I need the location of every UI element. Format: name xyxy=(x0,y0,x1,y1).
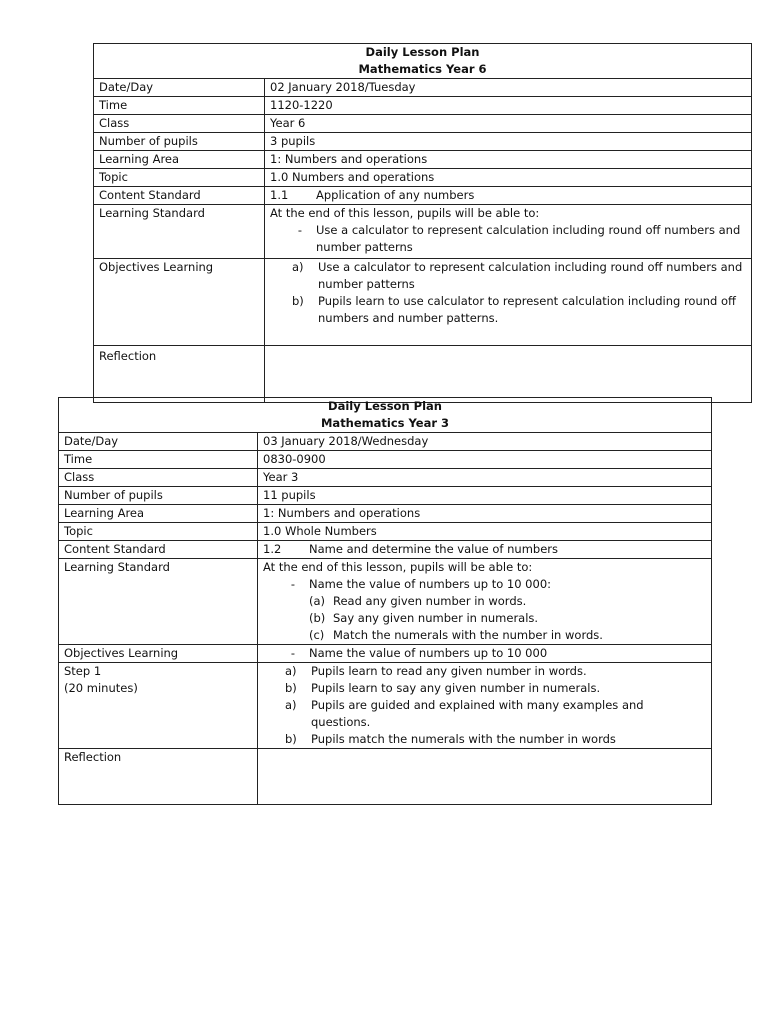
subitem-marker: (b) xyxy=(309,611,326,625)
row-topic xyxy=(59,523,712,541)
objective-text: Use a calculator to represent calculation including round off numbers and number patterns xyxy=(318,260,743,291)
time-label: Time xyxy=(59,451,258,469)
row-step xyxy=(59,663,712,749)
row-content-standard xyxy=(94,187,752,205)
step-duration: (20 minutes) xyxy=(64,681,138,695)
time-value: 1120-1220 xyxy=(265,97,752,115)
step-text: Pupils learn to read any given number in words. xyxy=(311,664,587,678)
row-objectives xyxy=(94,259,752,346)
objective-item xyxy=(270,259,746,293)
plan-subtitle: Mathematics Year 6 xyxy=(358,62,487,76)
learning-standard-subitem xyxy=(263,610,706,627)
plan-header xyxy=(59,398,712,433)
row-class xyxy=(94,115,752,133)
row-topic xyxy=(94,169,752,187)
time-label: Time xyxy=(94,97,265,115)
step-marker: a) xyxy=(285,698,297,712)
step-item xyxy=(263,680,706,697)
reflection-label: Reflection xyxy=(59,749,258,805)
content-standard-value-cell xyxy=(265,187,752,205)
row-content-standard xyxy=(59,541,712,559)
step-cell xyxy=(258,663,712,749)
step-marker: b) xyxy=(285,681,297,695)
learning-area-value: 1: Numbers and operations xyxy=(265,151,752,169)
pupils-value: 11 pupils xyxy=(258,487,712,505)
reflection-label: Reflection xyxy=(94,346,265,403)
content-standard-number: 1.2 xyxy=(263,542,282,556)
topic-value: 1.0 Whole Numbers xyxy=(258,523,712,541)
pupils-label: Number of pupils xyxy=(94,133,265,151)
lesson-plan-year-3 xyxy=(58,397,712,805)
topic-label: Topic xyxy=(59,523,258,541)
learning-standard-subitem xyxy=(263,627,706,644)
objectives-cell xyxy=(258,645,712,663)
plan-header xyxy=(94,44,752,79)
objective-marker: a) xyxy=(292,260,304,274)
learning-standard-intro: At the end of this lesson, pupils will be able to: xyxy=(263,560,533,574)
step-item xyxy=(263,663,706,680)
class-label: Class xyxy=(59,469,258,487)
subitem-marker: (c) xyxy=(309,628,325,642)
row-reflection xyxy=(94,346,752,403)
subitem-text: Say any given number in numerals. xyxy=(333,611,539,625)
plan-title: Daily Lesson Plan xyxy=(328,399,442,413)
step-text: Pupils match the numerals with the number in words xyxy=(311,732,616,746)
learning-standard-text: Name the value of numbers up to 10 000: xyxy=(309,577,552,591)
row-time xyxy=(59,451,712,469)
class-value: Year 6 xyxy=(265,115,752,133)
pupils-value: 3 pupils xyxy=(265,133,752,151)
step-text: Pupils learn to say any given number in numerals. xyxy=(311,681,601,695)
step-label: Step 1 xyxy=(64,664,102,678)
objectives-cell xyxy=(265,259,752,346)
learning-standard-text: Use a calculator to represent calculation including round off numbers and number patterns xyxy=(316,223,741,254)
time-value: 0830-0900 xyxy=(258,451,712,469)
content-standard-value: Name and determine the value of numbers xyxy=(309,542,558,556)
class-value: Year 3 xyxy=(258,469,712,487)
learning-standard-cell xyxy=(265,205,752,259)
dash-marker: - xyxy=(297,223,303,237)
lesson-plan-year-6 xyxy=(93,43,752,403)
row-learning-standard xyxy=(59,559,712,645)
objectives-label: Objectives Learning xyxy=(59,645,258,663)
learning-area-value: 1: Numbers and operations xyxy=(258,505,712,523)
content-standard-label: Content Standard xyxy=(59,541,258,559)
step-label-cell xyxy=(59,663,258,749)
row-pupils xyxy=(59,487,712,505)
objectives-label: Objectives Learning xyxy=(94,259,265,346)
learning-standard-label: Learning Standard xyxy=(94,205,265,259)
topic-value: 1.0 Numbers and operations xyxy=(265,169,752,187)
content-standard-value: Application of any numbers xyxy=(316,188,475,202)
step-marker: b) xyxy=(285,732,297,746)
content-standard-label: Content Standard xyxy=(94,187,265,205)
step-item xyxy=(263,697,706,731)
row-pupils xyxy=(94,133,752,151)
learning-standard-subitem xyxy=(263,593,706,610)
pupils-label: Number of pupils xyxy=(59,487,258,505)
step-marker: a) xyxy=(285,664,297,678)
dash-marker: - xyxy=(290,577,296,591)
learning-area-label: Learning Area xyxy=(94,151,265,169)
row-learning-area xyxy=(94,151,752,169)
dash-marker: - xyxy=(290,646,296,660)
objective-item xyxy=(270,293,746,327)
step-item xyxy=(263,731,706,748)
learning-standard-cell xyxy=(258,559,712,645)
step-text: Pupils are guided and explained with many examples and questions. xyxy=(311,698,644,729)
learning-standard-item xyxy=(263,576,706,593)
topic-label: Topic xyxy=(94,169,265,187)
objective-item xyxy=(263,645,706,662)
subitem-marker: (a) xyxy=(309,594,326,608)
class-label: Class xyxy=(94,115,265,133)
objective-text: Pupils learn to use calculator to represent calculation including round off numbers and number patterns. xyxy=(318,294,736,325)
objective-marker: b) xyxy=(292,294,304,308)
row-reflection xyxy=(59,749,712,805)
date-value: 03 January 2018/Wednesday xyxy=(258,433,712,451)
learning-standard-item xyxy=(270,222,746,256)
row-learning-area xyxy=(59,505,712,523)
date-label: Date/Day xyxy=(59,433,258,451)
date-label: Date/Day xyxy=(94,79,265,97)
learning-standard-label: Learning Standard xyxy=(59,559,258,645)
row-learning-standard xyxy=(94,205,752,259)
content-standard-value-cell xyxy=(258,541,712,559)
learning-area-label: Learning Area xyxy=(59,505,258,523)
objective-text: Name the value of numbers up to 10 000 xyxy=(309,646,548,660)
row-objectives xyxy=(59,645,712,663)
date-value: 02 January 2018/Tuesday xyxy=(265,79,752,97)
plan-title: Daily Lesson Plan xyxy=(365,45,480,59)
row-time xyxy=(94,97,752,115)
subitem-text: Read any given number in words. xyxy=(333,594,527,608)
reflection-value xyxy=(265,346,752,403)
row-class xyxy=(59,469,712,487)
plan-subtitle: Mathematics Year 3 xyxy=(320,416,450,430)
subitem-text: Match the numerals with the number in words. xyxy=(333,628,603,642)
row-date xyxy=(59,433,712,451)
reflection-value xyxy=(258,749,712,805)
learning-standard-intro: At the end of this lesson, pupils will be able to: xyxy=(270,206,540,220)
content-standard-number: 1.1 xyxy=(270,188,289,202)
row-date xyxy=(94,79,752,97)
